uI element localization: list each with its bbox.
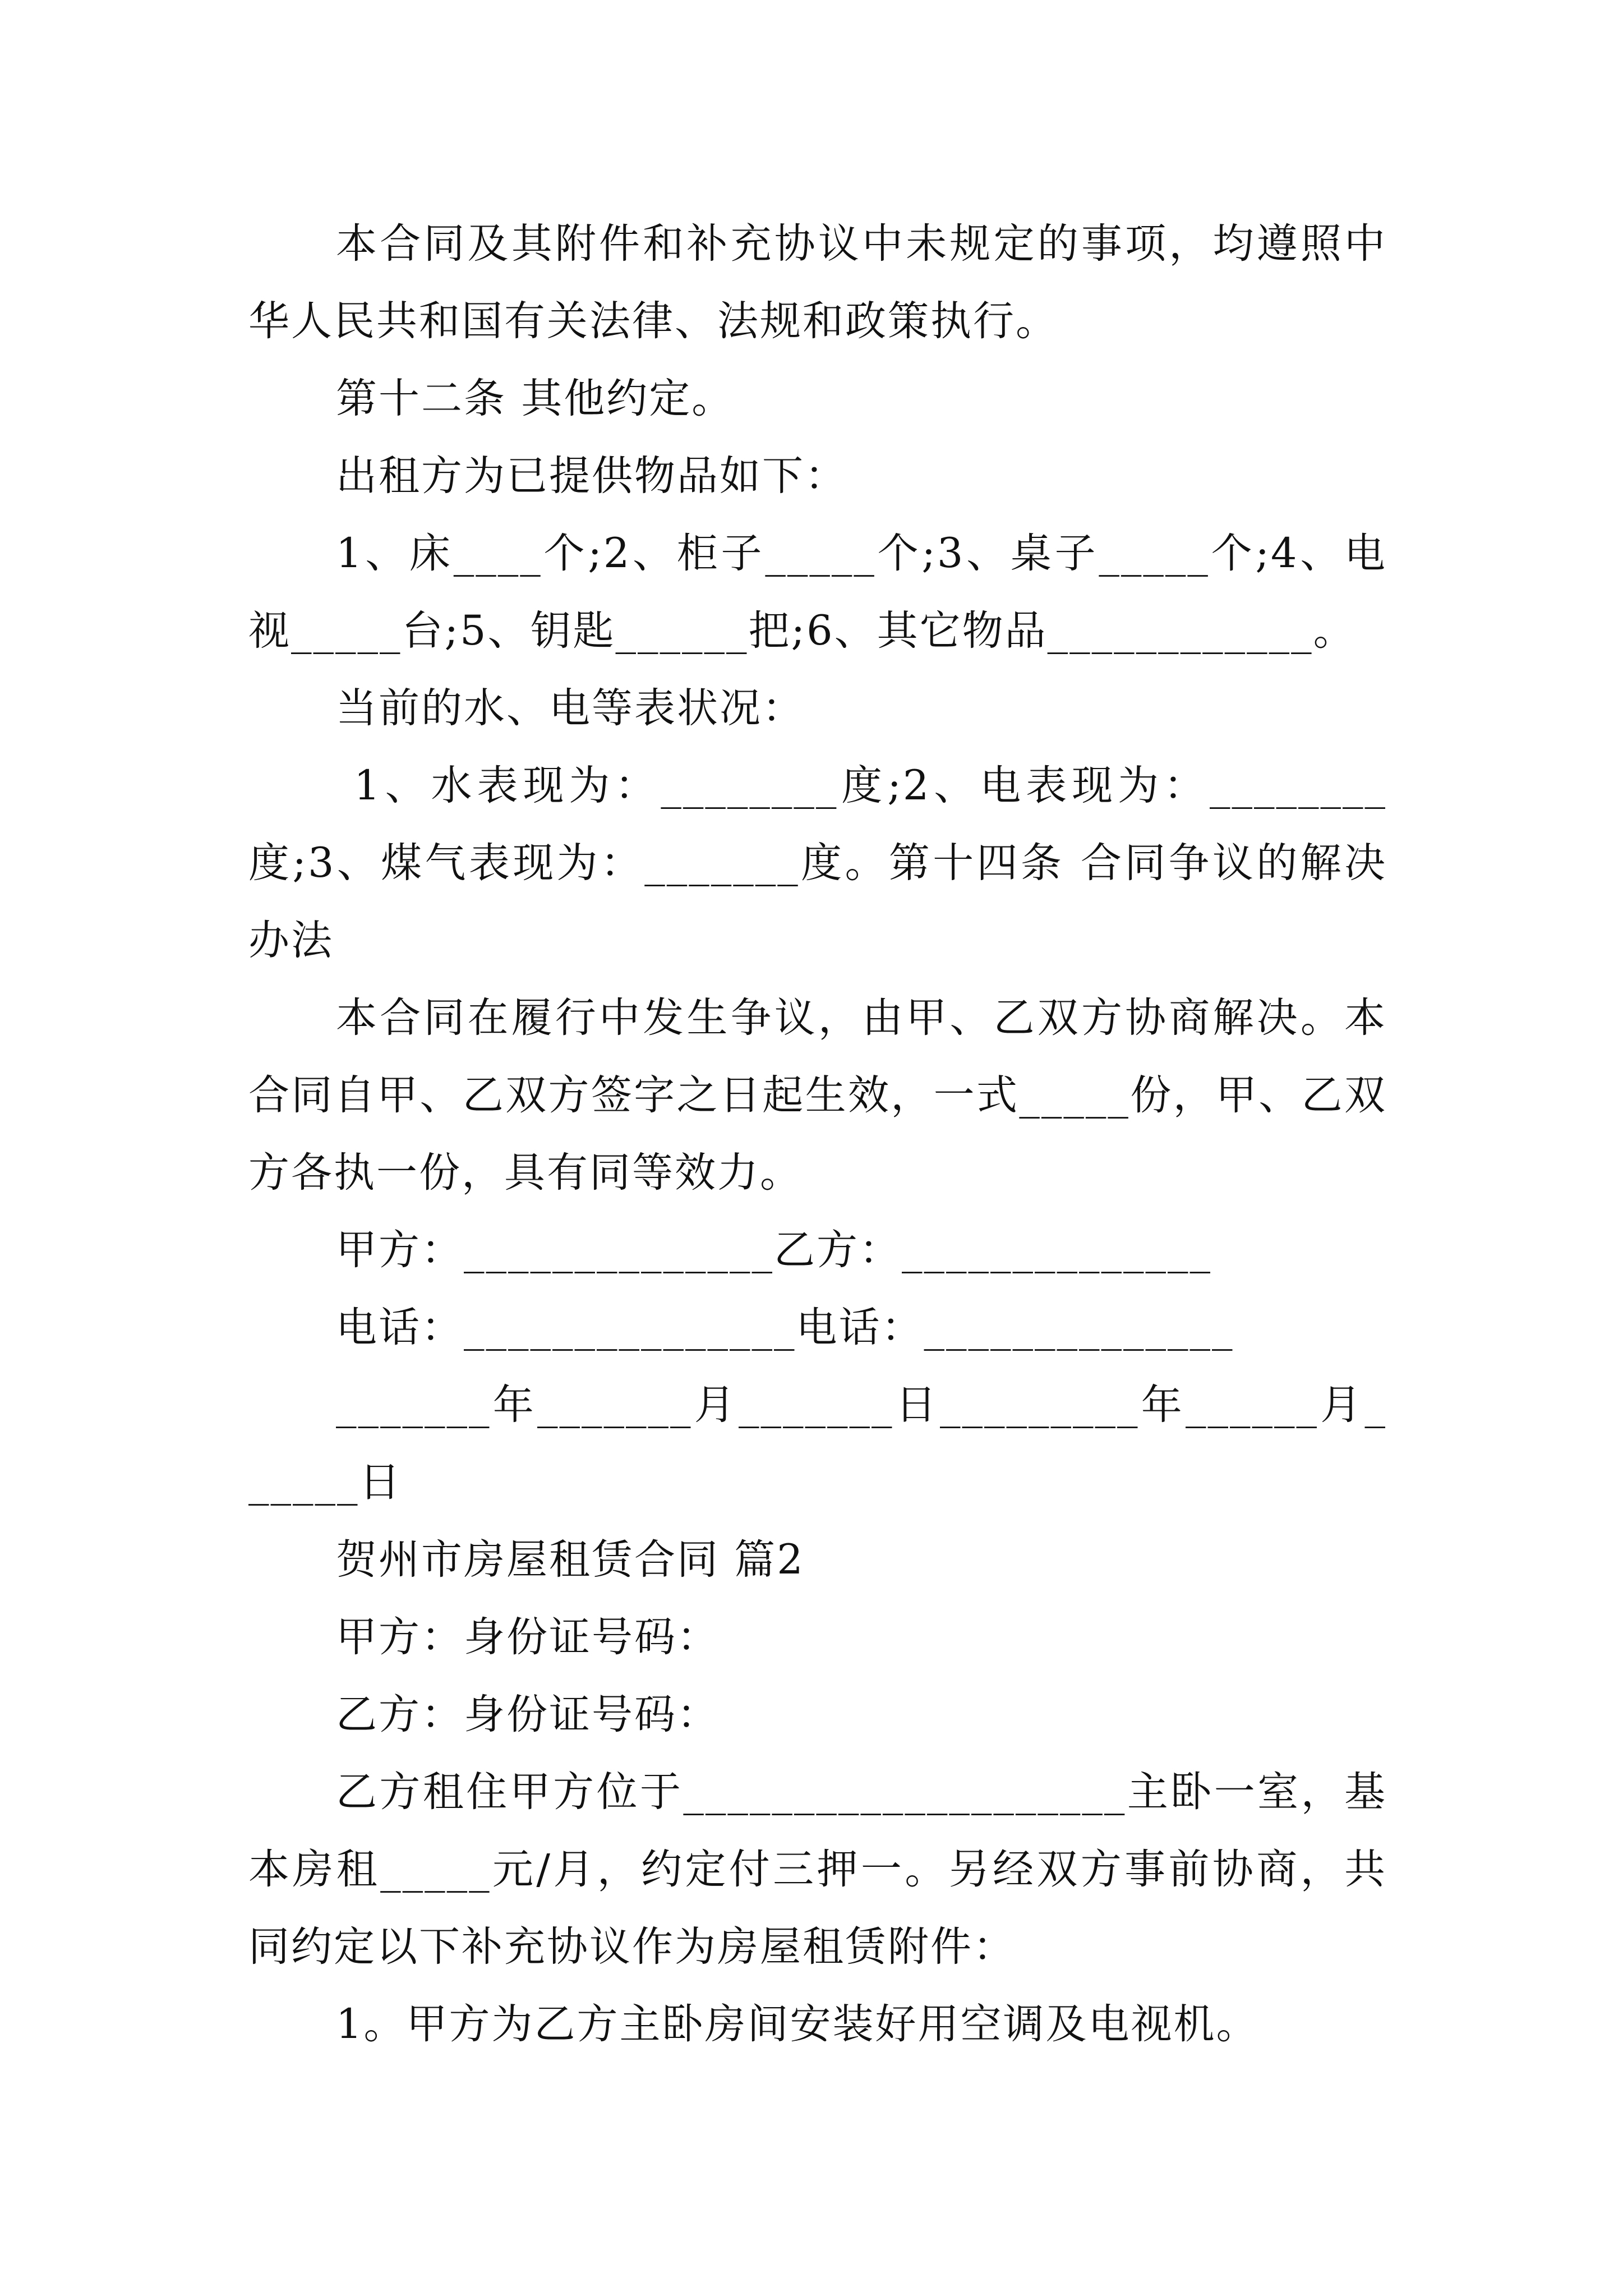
paragraph-meter-status-intro: 当前的水、电等表状况： — [336, 684, 805, 732]
paragraph-party-b-id: 乙方：身份证号码： — [336, 1691, 720, 1738]
paragraph-unregulated-matters: 本合同及其附件和补充协议中未规定的事项，均遵照中华人民共和国有关法律、法规和政策执行。 — [248, 220, 1387, 345]
paragraph-provided-items-list: 1、床____个;2、柜子_____个;3、桌子_____个;4、电视_____台;5、钥匙______把;6、其它物品____________。 — [248, 530, 1387, 655]
paragraph-dispute-resolution: 本合同在履行中发生争议，由甲、乙双方协商解决。本合同自甲、乙双方签字之日起生效，一式_____份，甲、乙双方各执一份，具有同等效力。 — [248, 994, 1387, 1197]
paragraph-meter-readings: 1、水表现为：________度;2、电表现为：________度;3、煤气表现为：_______度。第十四条 合同争议的解决办法 — [248, 762, 1387, 964]
paragraph-clause-1: 1。甲方为乙方主卧房间安装好用空调及电视机。 — [336, 2000, 1259, 2048]
paragraph-party-a-id: 甲方：身份证号码： — [336, 1613, 720, 1661]
paragraph-party-signatures: 甲方：______________乙方：______________ — [336, 1226, 1212, 1274]
paragraph-rental-terms: 乙方租住甲方位于____________________主卧一室，基本房租_____元/月，约定付三押一。另经双方事前协商，共同约定以下补充协议作为房屋租赁附件： — [248, 1768, 1387, 1971]
paragraph-article-12-heading: 第十二条 其他约定。 — [336, 375, 735, 422]
paragraph-phone-numbers: 电话：_______________电话：______________ — [336, 1304, 1234, 1351]
document-body — [248, 205, 1387, 2063]
paragraph-signing-dates: _______年_______月_______日_________年______月______日 — [248, 1381, 1387, 1506]
paragraph-provided-items-intro: 出租方为已提供物品如下： — [336, 452, 847, 500]
paragraph-contract-2-title: 贺州市房屋租赁合同 篇2 — [336, 1536, 805, 1584]
